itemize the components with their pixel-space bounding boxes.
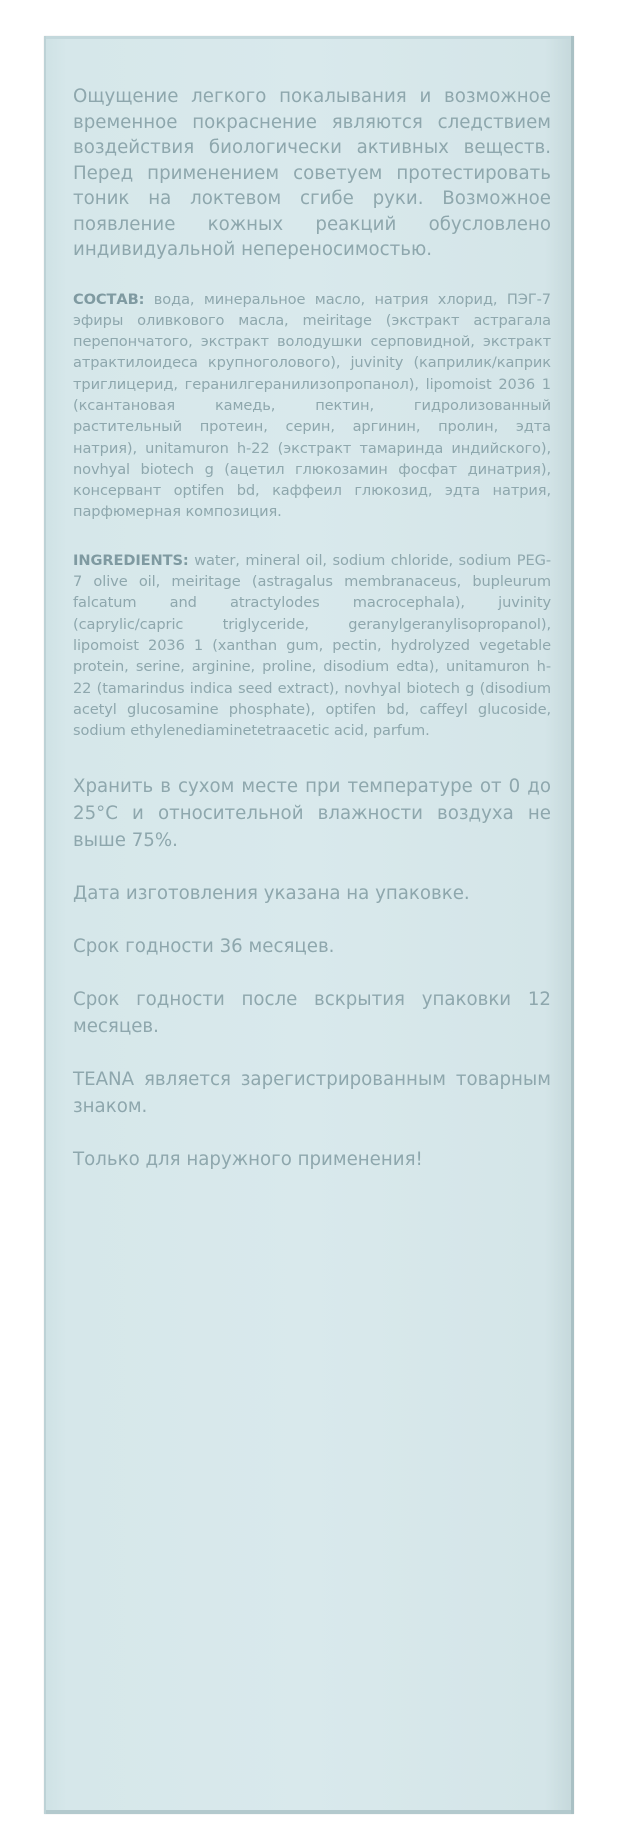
ingredients-text: water, mineral oil, sodium chloride, sodium PEG-7 olive oil, meiritage (astragalus membranaceus, bupleurum falcatum and atractylodes macrocephala), juvinity (caprylic/capric triglyceride, geranylgeranylisopropanol), lipomoist 2036 1 (xanthan gum, pectin, hydrolyzed vegetable protein, serine, arginine, proline, disodium edta), unitamuron h-22 (tamarindus indica seed extract), novhyal biotech g (disodium acetyl glucosamine phosphate), optifen bd, caffeyl glucoside, sodium ethylenediaminetetraacetic acid, parfum. [73, 551, 551, 740]
ingredients-en [73, 550, 551, 742]
package-panel [44, 36, 574, 1814]
external-use-text: Только для наружного применения! [73, 1149, 423, 1171]
panel-bottom-edge [46, 1810, 571, 1814]
panel-text [73, 84, 551, 1199]
shelf-life-text: Срок годности 36 месяцев. [73, 936, 335, 958]
composition-label: СОСТАВ: [73, 290, 145, 308]
warning-text: Ощущение легкого покалывания и возможное временное покраснение являются следствием воздействия биологически активных веществ. Перед применением советуем протестировать тоник на локтевом сгибе руки. Возможное появление кожных реакций обусловлено индивидуальной непереносимостью. [73, 86, 551, 260]
composition-text: вода, минеральное масло, натрия хлорид, ПЭГ-7 эфиры оливкового масла, meiritage (экстракт астрагала перепончатого, экстракт володушки серповидной, экстракт атрактилоидеса крупноголового), juvinity (каприлик/каприк триглицерид, геранилгеранилизопропанол), lipomoist 2036 1 (ксантановая камедь, пектин, гидролизованный растительный протеин, серин, аргинин, пролин, эдта натрия), unitamuron h-22 (экстракт тамаринда индийского), novhyal biotech g (ацетил глюкозамин фосфат динатрия), консервант optifen bd, каффеил глюкозид, эдта натрия, парфюмерная композиция. [73, 290, 551, 521]
panel-top-edge [46, 36, 571, 39]
composition-ru [73, 289, 551, 523]
storage-text: Хранить в сухом месте при температуре от 0 до 25°C и относительной влажности воздуха не выше 75%. [73, 776, 551, 852]
trademark-text: TEANA является зарегистрированным товарным знаком. [73, 1069, 551, 1118]
shelf-life-opened-text: Срок годности после вскрытия упаковки 12 месяцев. [73, 989, 551, 1038]
ingredients-label: INGREDIENTS: [73, 551, 189, 569]
manufacture-date-text: Дата изготовления указана на упаковке. [73, 883, 470, 905]
